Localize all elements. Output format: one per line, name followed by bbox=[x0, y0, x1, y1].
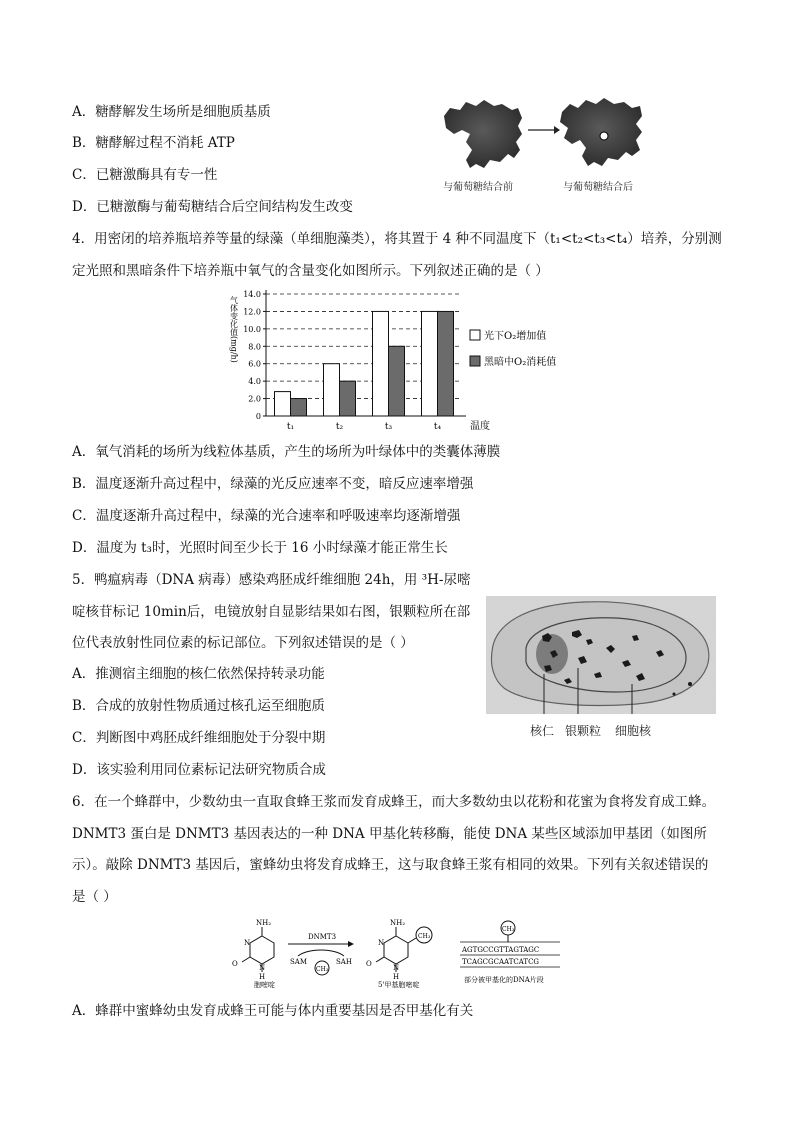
q3-option-a: A．糖酵解发生场所是细胞质基质 bbox=[72, 104, 271, 120]
q5-option-a: A．推测宿主细胞的核仁依然保持转录功能 bbox=[72, 666, 325, 682]
methylcytosine-o: O bbox=[366, 960, 372, 968]
q6-stem-line3: 示）。敲除 DNMT3 基因后，蜜蜂幼虫将发育成蜂王，这与取食蜂王浆有相同的效果。下列有关叙述错误的 bbox=[72, 857, 709, 873]
x-axis-label: 温度 bbox=[470, 421, 490, 432]
methyl-group-label: CH₃ bbox=[418, 933, 431, 940]
y-tick-label: 14.0 bbox=[243, 290, 261, 299]
q4-option-d: D．温度为 t₃时，光照时间至少长于 16 小时绿藻才能正常生长 bbox=[72, 540, 448, 556]
methylcytosine-n3: N bbox=[378, 939, 385, 947]
label-nucleus: 细胞核 bbox=[615, 724, 652, 738]
sam-label: SAM bbox=[290, 958, 308, 966]
cytosine-h: H bbox=[259, 973, 266, 981]
bar-light bbox=[422, 311, 438, 416]
cytosine-o: O bbox=[232, 960, 238, 968]
q6-stem-line1: 6．在一个蜂群中，少数幼虫一直取食蜂王浆而发育成蜂王，而大多数幼虫以花粉和花蜜为食将发育成工蜂。 bbox=[72, 794, 716, 810]
x-tick-label: t₃ bbox=[384, 422, 393, 432]
cytosine-name: 胞嘧啶 bbox=[254, 981, 275, 988]
methyl-label: CH₃ bbox=[316, 966, 329, 973]
methylcytosine-nh2: NH₂ bbox=[390, 919, 406, 927]
bar-light bbox=[324, 364, 340, 416]
enzyme-before-shape bbox=[444, 100, 522, 168]
q5-option-b: B．合成的放射性物质通过核孔运至细胞质 bbox=[72, 698, 325, 714]
q6-stem-line2: DNMT3 蛋白是 DNMT3 基因表达的一种 DNA 甲基化转移酶，能使 DNA 某些区域添加甲基团（如图所 bbox=[72, 826, 707, 842]
y-tick-label: 0 bbox=[255, 412, 261, 421]
x-tick-label: t₄ bbox=[433, 422, 442, 432]
dna-bottom-strand: TCAGCGCAATCATCG bbox=[462, 958, 540, 966]
legend-swatch bbox=[470, 330, 480, 340]
bar-dark bbox=[291, 399, 307, 416]
q5-stem-line3: 位代表放射性同位素的标记部位。下列叙述错误的是（ ） bbox=[72, 635, 414, 651]
dna-top-strand: AGTGCCGTTAGTAGC bbox=[462, 946, 540, 954]
glucose-icon bbox=[600, 132, 608, 140]
q5-stem-line1: 5．鸭瘟病毒（DNA 病毒）感染鸡胚成纤维细胞 24h，用 ³H-尿嘧 bbox=[72, 572, 471, 588]
enzyme-after-shape bbox=[560, 98, 642, 166]
q6-stem-line4: 是（ ） bbox=[72, 889, 117, 905]
bar-dark bbox=[389, 346, 405, 416]
y-tick-label: 4.0 bbox=[248, 377, 261, 387]
y-tick-label: 8.0 bbox=[248, 342, 261, 352]
cytosine-n3: N bbox=[244, 939, 251, 947]
methylcytosine-h: H bbox=[393, 973, 400, 981]
x-tick-label: t₂ bbox=[335, 422, 344, 432]
dna-methyl-label: CH₃ bbox=[502, 926, 515, 933]
q3-option-b: B．糖酵解过程不消耗 ATP bbox=[72, 135, 235, 151]
bar-light bbox=[373, 311, 389, 416]
legend-swatch bbox=[470, 356, 480, 366]
dna-methylation-figure bbox=[228, 914, 568, 988]
o2-bar-chart bbox=[222, 284, 582, 434]
x-tick-label: t₁ bbox=[286, 422, 295, 432]
y-axis-label: 气体变化值(mg/h) bbox=[229, 296, 239, 363]
em-autoradiograph bbox=[486, 596, 716, 714]
q4-stem-line1: 4．用密闭的培养瓶培养等量的绿藻（单细胞藻类），将其置于 4 种不同温度下（t₁<t₂<t₃<t₄）培养，分别测 bbox=[72, 231, 722, 247]
q3-option-c: C．已糖激酶具有专一性 bbox=[72, 167, 218, 183]
enzyme-label: DNMT3 bbox=[308, 933, 337, 941]
q4-stem-line2: 定光照和黑暗条件下培养瓶中氧气的含量变化如图所示。下列叙述正确的是（ ） bbox=[72, 263, 549, 279]
q5-option-d: D．该实验利用同位素标记法研究物质合成 bbox=[72, 762, 326, 778]
legend-label: 黑暗中O₂消耗值 bbox=[484, 357, 557, 368]
q5-option-c: C．判断图中鸡胚成纤维细胞处于分裂中期 bbox=[72, 730, 326, 746]
bar-dark bbox=[438, 311, 454, 416]
methylcytosine-n1: N bbox=[393, 964, 400, 972]
cytosine-structure bbox=[242, 927, 274, 972]
label-silver-grain: 银颗粒 bbox=[565, 724, 602, 738]
bar-light bbox=[275, 392, 291, 416]
q4-option-b: B．温度逐渐升高过程中，绿藻的光反应速率不变，暗反应速率增强 bbox=[72, 476, 474, 492]
q6-option-a: A．蜂群中蜜蜂幼虫发育成蜂王可能与体内重要基因是否甲基化有关 bbox=[72, 1003, 474, 1019]
bar-dark bbox=[340, 381, 356, 416]
label-nucleolus: 核仁 bbox=[530, 724, 555, 738]
cytosine-n1: N bbox=[259, 964, 266, 972]
cytosine-nh2: NH₂ bbox=[256, 919, 272, 927]
y-tick-label: 10.0 bbox=[243, 324, 261, 334]
caption-after-binding: 与葡萄糖结合后 bbox=[563, 182, 633, 193]
q5-stem-line2: 啶核苷标记 10min后，电镜放射自显影结果如右图，银颗粒所在部 bbox=[72, 604, 471, 620]
sah-label: SAH bbox=[336, 958, 352, 966]
y-tick-label: 12.0 bbox=[243, 307, 261, 317]
q3-option-d: D．已糖激酶与葡萄糖结合后空间结构发生改变 bbox=[72, 199, 353, 215]
y-tick-label: 6.0 bbox=[248, 359, 261, 369]
q4-option-a: A．氧气消耗的场所为线粒体基质，产生的场所为叶绿体中的类囊体薄膜 bbox=[72, 444, 501, 460]
q4-option-c: C．温度逐渐升高过程中，绿藻的光合速率和呼吸速率均逐渐增强 bbox=[72, 508, 461, 524]
methylcytosine-name: 5'甲基胞嘧啶 bbox=[378, 981, 420, 988]
caption-before-binding: 与葡萄糖结合前 bbox=[443, 182, 513, 193]
y-tick-label: 2.0 bbox=[248, 394, 261, 404]
legend-label: 光下O₂增加值 bbox=[484, 331, 547, 342]
dna-caption: 部分被甲基化的DNA片段 bbox=[464, 976, 544, 984]
